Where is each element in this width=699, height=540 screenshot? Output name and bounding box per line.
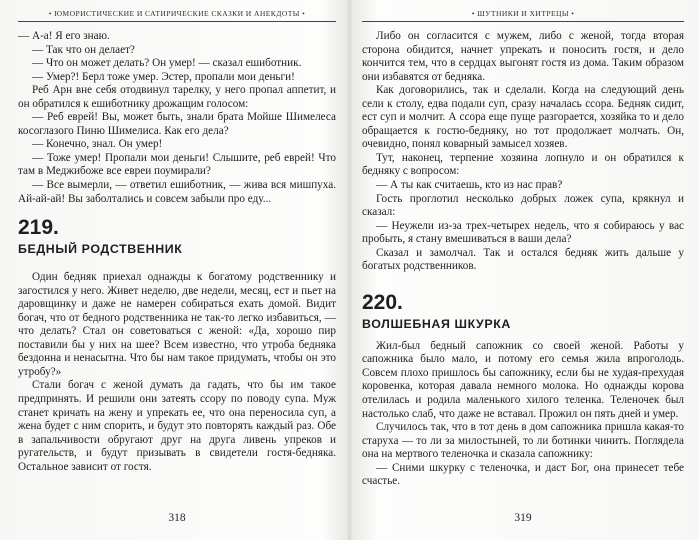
paragraph: Один бедняк приехал однажды к богатому родственнику и загостился у него. Живет неделю, две недели, месяц, ест и пьет на даровщинку и даже не намерен собираться ехать домой. Видит богач, что от бедного родственника не так-то легко избавиться, — что делать? Стал он советоваться с женой: «Да, хорошо пир поставили бы у них на шее? Всем известно, что утроба бедняка бездонна и ненасытна. Что бы нам такое придумать, чтобы он это утробу?» <box>18 271 336 378</box>
left-page <box>18 0 336 540</box>
page-number-right: 319 <box>514 512 532 524</box>
section-number: 219. <box>18 216 59 240</box>
paragraph: Стали богач с женой думать да гадать, что бы им такое предпринять. И решили они затеять ссору по поводу супа. Муж станет кричать на жену и упрекать ее, что она переносила суп, а жена будет с ним спорить, и будут это повторять каждый раз. Обе в запальчивости обругают друг на друга ливень упреков и ругательств, и будут призывать в свидетели гостя-бедняка. Остальное зависит от гостя. <box>18 379 336 473</box>
paragraph: — А-а! Я его знаю. <box>18 30 110 42</box>
paragraph: — Все вымерли, — ответил ешиботник, — жива вся мишпуха. Ай-ай-ай! Вы заболтались и совсем забыли про еду... <box>18 179 336 205</box>
paragraph: Гость проглотил несколько добрых ложек супа, крякнул и сказал: <box>362 192 684 219</box>
right-page-body <box>362 30 684 489</box>
running-head-right: • ШУТНИКИ И ХИТРЕЦЫ • <box>471 9 575 18</box>
section-number: 220. <box>362 290 403 314</box>
paragraph: — Реб еврей! Вы, может быть, знали брата Мойше Шимелеса косоглазого Пиню Шимелиса. Как его дела? <box>18 111 336 137</box>
paragraph: Реб Арн вне себя отодвинул тарелку, у него пропал аппетит, и он обратился к ешиботнику дрожащим голосом: <box>18 84 336 110</box>
page-number-left: 318 <box>168 512 186 524</box>
paragraph: Как договорились, так и сделали. Когда на следующий день сели к столу, едва подали суп, сразу началась ссора. Бедняк сидит, ест суп и молчит. А ссора еще пуще разгорается, хозяйка то и дело обращается к гостю-бедняку, но тот продолжает молчать. Он, очевидно, понял коварный замысел хозяев. <box>362 84 684 151</box>
running-head-left: • ЮМОРИСТИЧЕСКИЕ И САТИРИЧЕСКИЕ СКАЗКИ И АНЕКДОТЫ • <box>48 9 306 18</box>
paragraph: — А ты как считаешь, кто из нас прав? <box>376 179 563 192</box>
section-title: ВОЛШЕБНАЯ ШКУРКА <box>362 316 511 331</box>
paragraph: Жил-был бедный сапожник со своей женой. Работы у сапожника было мало, и потому его семья жила впроголодь. Совсем плохо пришлось бы сапожнику, если бы не худая-прехудая коровенка, которая давала немного молока. Но однажды корова отелилась и родила маленького хилого теленка. Теленочек был настолько слаб, что даже не вставал. Прожил он пять дней и умер. <box>362 339 684 420</box>
paragraph: — Умер?! Берл тоже умер. Эстер, пропали мои деньги! <box>32 70 295 83</box>
paragraph: — Конечно, знал. Он умер! <box>32 138 163 151</box>
paragraph: — Что он может делать? Он умер! — сказал ешиботник. <box>32 57 302 70</box>
paragraph: — Так что он делает? <box>32 43 135 56</box>
paragraph: Либо он согласится с мужем, либо с женой, тогда вторая сторона обидится, начнет упрекать и поносить гостя, и дело кончится тем, что в сердцах выгонят гостя из дома. Таким образом они избавятся от бедняка. <box>362 30 684 83</box>
header-rule-right <box>362 21 684 22</box>
paragraph: — Неужели из-за трех-четырех недель, что я собираюсь у вас пробыть, я стану вмешиваться в ваши дела? <box>362 219 684 246</box>
paragraph: Тут, наконец, терпение хозяина лопнуло и он обратился к бедняку с вопросом: <box>362 151 684 178</box>
paragraph: — Сними шкурку с теленочка, и даст Бог, она принесет тебе счастье. <box>362 461 684 488</box>
right-page <box>362 0 684 540</box>
paragraph: — Тоже умер! Пропали мои деньги! Слышите, реб еврей! Что там в Меджибоже все евреи поумирали? <box>18 151 336 178</box>
section-title: БЕДНЫЙ РОДСТВЕННИК <box>18 242 183 257</box>
paragraph: Случилось так, что в тот день в дом сапожника пришла какая-то старуха — то ли за милостыней, то ли ботинки чинить. Поглядела она на мертвого теленочка и сказала сапожнику: <box>362 421 684 461</box>
paragraph: Сказал и замолчал. Так и остался бедняк жить дальше у богатых родственников. <box>362 246 684 273</box>
header-rule-left <box>18 21 336 22</box>
left-page-body <box>18 30 336 474</box>
